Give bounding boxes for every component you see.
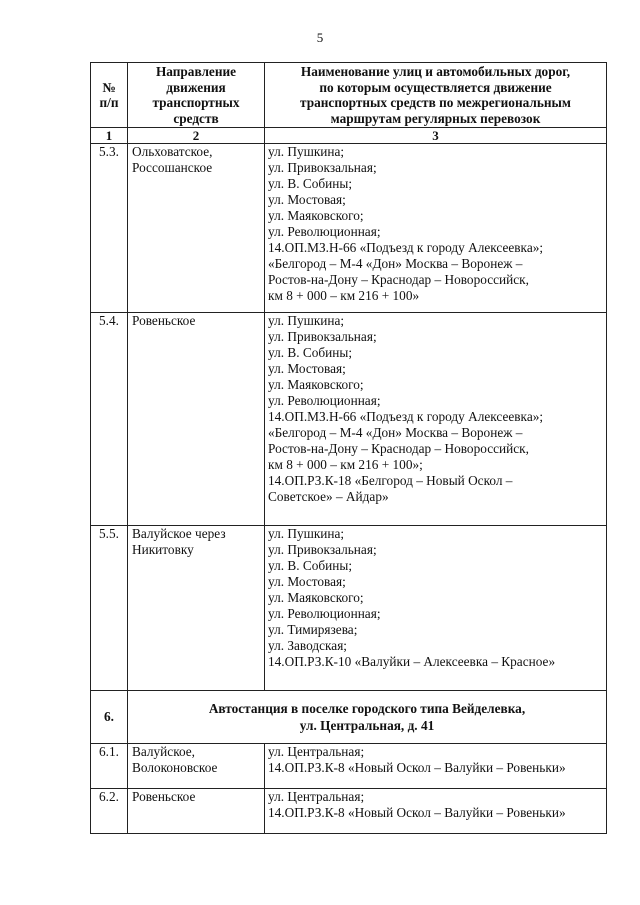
row-direction bbox=[128, 526, 265, 691]
header-streets-line: маршрутам регулярных перевозок bbox=[330, 110, 541, 126]
header-streets-line: транспортных средств по межрегиональным bbox=[300, 95, 571, 110]
row-streets bbox=[265, 744, 607, 789]
street-line: ул. Революционная; bbox=[268, 606, 381, 621]
street-line: ул. Маяковского; bbox=[268, 208, 364, 223]
header-streets bbox=[265, 63, 607, 128]
street-line: км 8 + 000 – км 216 + 100»; bbox=[268, 457, 423, 472]
street-line: ул. Пушкина; bbox=[268, 526, 345, 541]
header-direction-line: транспортных bbox=[152, 95, 240, 110]
row-streets bbox=[265, 313, 607, 526]
direction-line: Россошанское bbox=[132, 160, 213, 175]
page-number: 5 bbox=[316, 30, 324, 45]
header-direction-line: Направление bbox=[155, 64, 237, 79]
column-index: 2 bbox=[128, 128, 265, 144]
header-direction-line: движения bbox=[166, 79, 226, 95]
street-line: ул. В. Собины; bbox=[268, 176, 353, 191]
street-line: ул. Пушкина; bbox=[268, 313, 345, 328]
section-title-line: ул. Центральная, д. 41 bbox=[299, 718, 435, 733]
street-line: ул. Центральная; bbox=[268, 789, 365, 804]
header-num-line: № bbox=[102, 79, 116, 95]
street-line: 14.ОП.РЗ.К-8 «Новый Оскол – Валуйки – Ровеньки» bbox=[268, 760, 566, 775]
row-direction bbox=[128, 744, 265, 789]
direction-line: Ровеньское bbox=[132, 789, 196, 804]
column-index: 3 bbox=[265, 128, 607, 144]
row-streets bbox=[265, 789, 607, 834]
table-row bbox=[91, 144, 607, 313]
street-line: ул. Маяковского; bbox=[268, 590, 364, 605]
street-line: ул. В. Собины; bbox=[268, 558, 353, 573]
street-line: ул. Привокзальная; bbox=[268, 160, 377, 175]
table-row bbox=[91, 789, 607, 834]
street-line: ул. Центральная; bbox=[268, 744, 365, 759]
row-direction bbox=[128, 789, 265, 834]
rows-block bbox=[91, 744, 607, 834]
street-line: 14.ОП.РЗ.К-8 «Новый Оскол – Валуйки – Ровеньки» bbox=[268, 805, 566, 820]
direction-line: Ровеньское bbox=[132, 313, 196, 328]
street-line: ул. Мостовая; bbox=[268, 361, 346, 376]
section-row bbox=[91, 691, 607, 744]
street-line: ул. В. Собины; bbox=[268, 345, 353, 360]
street-line: км 8 + 000 – км 216 + 100» bbox=[268, 288, 420, 303]
street-line: ул. Мостовая; bbox=[268, 574, 346, 589]
rows-block bbox=[91, 144, 607, 691]
direction-line: Никитовку bbox=[132, 542, 194, 557]
row-number: 5.4. bbox=[91, 313, 128, 526]
direction-line: Ольховатское, bbox=[132, 144, 213, 159]
section-title-line: Автостанция в поселке городского типа Вейделевка, bbox=[208, 701, 526, 716]
street-line: 14.ОП.МЗ.Н-66 «Подъезд к городу Алексеевка»; bbox=[268, 240, 544, 255]
direction-line: Волоконовское bbox=[132, 760, 218, 775]
street-line: ул. Привокзальная; bbox=[268, 542, 377, 557]
street-line: ул. Революционная; bbox=[268, 224, 381, 239]
street-line: 14.ОП.МЗ.Н-66 «Подъезд к городу Алексеевка»; bbox=[268, 409, 544, 424]
column-index: 1 bbox=[91, 128, 128, 144]
direction-line: Валуйское, bbox=[132, 744, 196, 759]
header-direction bbox=[128, 63, 265, 128]
street-line: ул. Революционная; bbox=[268, 393, 381, 408]
direction-line: Валуйское через bbox=[132, 526, 226, 541]
street-line: ул. Пушкина; bbox=[268, 144, 345, 159]
street-line: ул. Маяковского; bbox=[268, 377, 364, 392]
row-direction bbox=[128, 313, 265, 526]
column-index-row bbox=[91, 128, 607, 144]
row-number: 5.5. bbox=[91, 526, 128, 691]
section-title bbox=[128, 691, 607, 744]
row-number: 6.2. bbox=[91, 789, 128, 834]
street-line: «Белгород – М-4 «Дон» Москва – Воронеж – bbox=[268, 256, 523, 271]
header-streets-line: Наименование улиц и автомобильных дорог, bbox=[300, 64, 571, 79]
header-streets-line: по которым осуществляется движение bbox=[319, 79, 552, 95]
table-row bbox=[91, 313, 607, 526]
street-line: Советское» – Айдар» bbox=[268, 489, 389, 504]
table-header-row bbox=[91, 63, 607, 128]
street-line: «Белгород – М-4 «Дон» Москва – Воронеж – bbox=[268, 425, 523, 440]
header-num-line: п/п bbox=[99, 95, 119, 110]
street-line: ул. Заводская; bbox=[268, 638, 348, 653]
row-number: 6.1. bbox=[91, 744, 128, 789]
row-number: 5.3. bbox=[91, 144, 128, 313]
street-line: 14.ОП.РЗ.К-10 «Валуйки – Алексеевка – Красное» bbox=[268, 654, 556, 669]
section-number: 6. bbox=[91, 691, 128, 744]
row-direction bbox=[128, 144, 265, 313]
street-line: Ростов-на-Дону – Краснодар – Новороссийск, bbox=[268, 441, 529, 456]
header-direction-line: средств bbox=[173, 110, 219, 126]
row-streets bbox=[265, 144, 607, 313]
routes-table bbox=[90, 62, 607, 834]
street-line: Ростов-на-Дону – Краснодар – Новороссийск, bbox=[268, 272, 529, 287]
table-row bbox=[91, 744, 607, 789]
street-line: ул. Привокзальная; bbox=[268, 329, 377, 344]
table-row bbox=[91, 526, 607, 691]
header-num bbox=[91, 63, 128, 128]
street-line: 14.ОП.РЗ.К-18 «Белгород – Новый Оскол – bbox=[268, 473, 513, 488]
row-streets bbox=[265, 526, 607, 691]
street-line: ул. Тимирязева; bbox=[268, 622, 358, 637]
street-line: ул. Мостовая; bbox=[268, 192, 346, 207]
